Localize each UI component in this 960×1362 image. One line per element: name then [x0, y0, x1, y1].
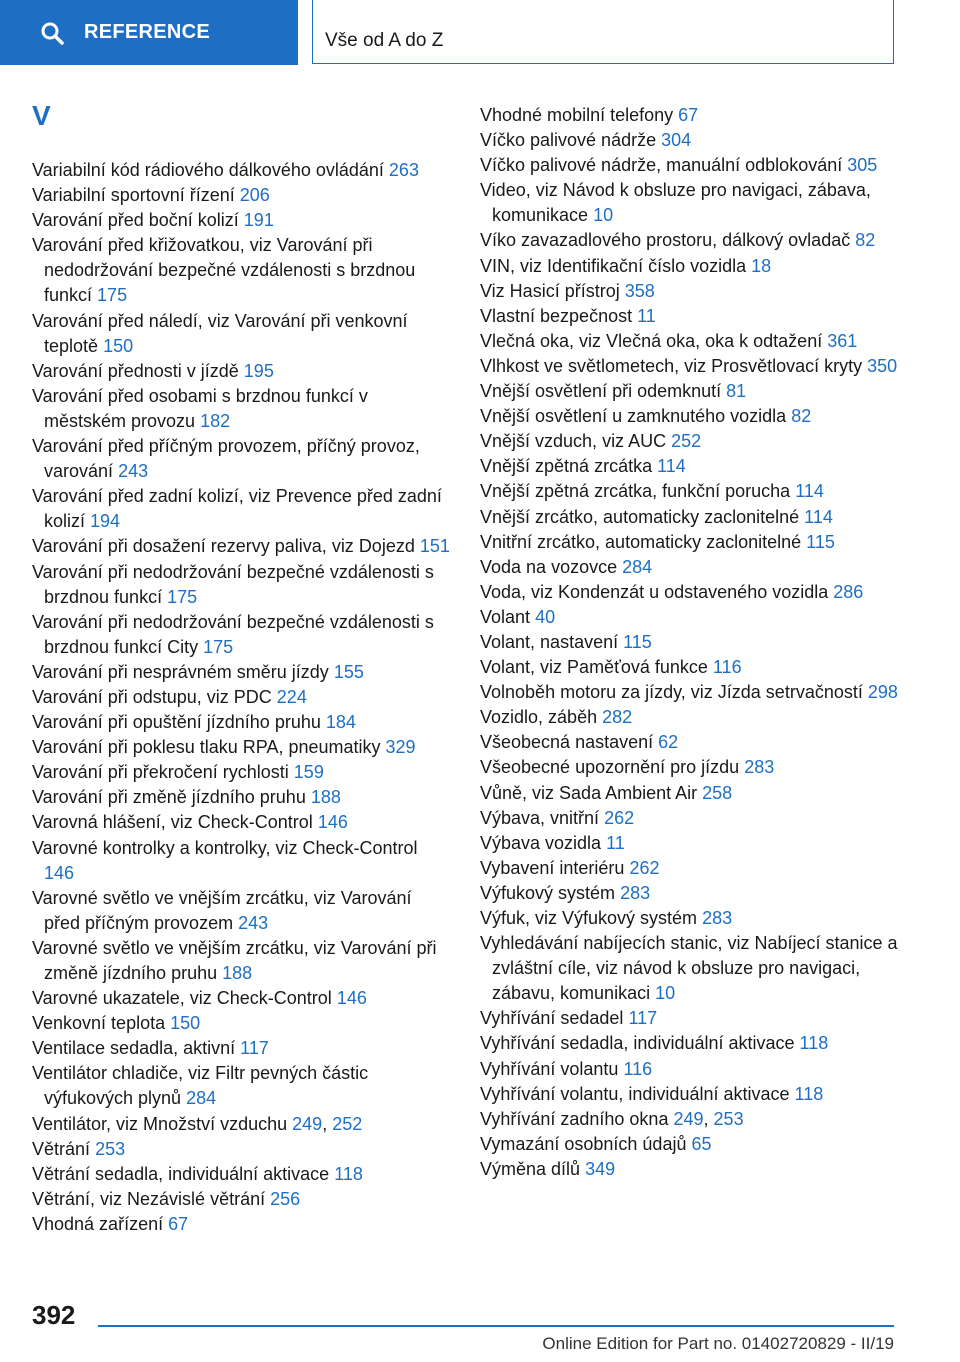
page-link[interactable]: 283	[744, 757, 775, 778]
index-entry-text: Varovné světlo ve vnějším zrcátku, viz Varování před příčným provozem	[32, 887, 412, 933]
page-link[interactable]: 262	[604, 807, 635, 828]
index-entry	[480, 404, 900, 429]
index-entry	[480, 128, 900, 153]
index-entry-text: Vnější zpětná zrcátka	[480, 456, 653, 477]
index-entry	[480, 580, 900, 605]
index-entry-text: Varování při nesprávném směru jízdy	[32, 661, 329, 682]
page-link[interactable]: 284	[186, 1088, 217, 1109]
index-entry-text: Vlečná oka, viz Vlečná oka, oka k odtažení	[480, 330, 823, 351]
page-link[interactable]: 175	[167, 586, 198, 607]
index-entry	[32, 359, 452, 384]
index-entry	[32, 660, 452, 685]
index-entry	[32, 785, 452, 810]
page-link[interactable]: 118	[334, 1163, 363, 1184]
index-entry	[480, 429, 900, 454]
index-entry-text: Výbava vozidla	[480, 832, 602, 853]
page-link[interactable]: 11	[637, 305, 656, 326]
page-link[interactable]: 175	[97, 285, 128, 306]
index-entry-text: Varování při změně jízdního pruhu	[32, 787, 306, 808]
page-link[interactable]: 188	[310, 787, 341, 808]
page-link[interactable]: 282	[602, 707, 633, 728]
reference-tab-label: REFERENCE	[84, 21, 211, 43]
index-entry	[480, 605, 900, 630]
index-entry	[32, 1036, 452, 1061]
page-link[interactable]: 117	[628, 1008, 658, 1029]
index-column-left	[32, 158, 452, 1237]
index-entry	[32, 208, 452, 233]
index-entry-text: Vnitřní zrcátko, automaticky zaclonitelné	[480, 531, 802, 552]
index-entry	[480, 881, 900, 906]
index-entry	[32, 560, 452, 610]
page-link[interactable]: 159	[293, 762, 324, 783]
index-entry: Vyhřívání zadního okna 249, 253	[480, 1108, 744, 1129]
index-entry	[480, 228, 900, 253]
index-entry	[480, 1057, 900, 1082]
index-entry-text: Venkovní teplota	[32, 1013, 166, 1034]
page-link[interactable]: 329	[385, 737, 416, 758]
index-entry-text: Viz Hasicí přístroj	[480, 280, 620, 301]
page-link[interactable]: 283	[702, 908, 733, 928]
index-entry	[32, 735, 452, 760]
index-entry-text: Vyhledávání nabíjecích stanic, viz Nabíjecí stanice a zvláštní cíle, viz návod k obsluze pro navigaci, zábavu, komunikaci	[480, 933, 898, 1004]
index-entry-text: Vnější zrcátko, automaticky zaclonitelné	[480, 506, 800, 527]
index-entry-text: Varování před náledí, viz Varování při venkovní teplotě	[32, 310, 408, 356]
index-entry	[32, 1187, 452, 1212]
index-entry-text: Voda na vozovce	[480, 556, 618, 577]
index-entry	[480, 505, 900, 530]
index-entry	[480, 806, 900, 831]
index-entry-text: Víčko palivové nádrže, manuální odblokování	[480, 155, 843, 176]
index-entry-text: Volant, viz Paměťová funkce	[480, 657, 708, 678]
index-entry	[480, 153, 900, 178]
index-entry	[480, 1082, 900, 1107]
page-link[interactable]: 150	[170, 1013, 201, 1034]
index-entry	[32, 484, 452, 534]
index-entry-text: Všeobecné upozornění pro jízdu	[480, 757, 740, 778]
page-link[interactable]: 118	[794, 1083, 824, 1104]
index-entry	[480, 856, 900, 881]
reference-tab[interactable]	[0, 0, 298, 65]
page-link[interactable]: 349	[585, 1158, 616, 1179]
index-entry-text: Vymazání osobních údajů	[480, 1133, 687, 1154]
page-link[interactable]: 194	[90, 511, 121, 532]
page-link[interactable]: 151	[419, 536, 450, 557]
index-entry	[480, 304, 900, 329]
index-entry-text: Varování při opuštění jízdního pruhu	[32, 712, 321, 733]
page-link[interactable]: 182	[200, 410, 231, 431]
index-entry-text: Výfuk, viz Výfukový systém	[480, 908, 698, 928]
index-entry-text: Všeobecná nastavení	[480, 732, 654, 753]
index-entry-text: Varovné kontrolky a kontrolky, viz Check-Control	[32, 837, 418, 858]
page-link[interactable]: 18	[751, 255, 772, 276]
index-entry	[32, 610, 452, 660]
index-entry	[32, 309, 452, 359]
index-entry-text: Víčko palivové nádrže	[480, 130, 657, 151]
index-entry-text: Varování před boční kolizí	[32, 210, 239, 231]
index-entry-text: Varování při odstupu, viz PDC	[32, 686, 272, 707]
page-link[interactable]: 358	[624, 280, 655, 301]
index-entry-text: Volant	[480, 606, 531, 627]
index-entry	[32, 1011, 452, 1036]
page-link[interactable]: 82	[855, 230, 876, 251]
index-entry-text: Vybavení interiéru	[480, 857, 625, 878]
page-link[interactable]: 117	[240, 1038, 269, 1059]
index-entry	[480, 906, 900, 931]
page-link[interactable]: 114	[804, 506, 833, 527]
index-entry	[480, 530, 900, 555]
index-entry	[480, 755, 900, 780]
page-link[interactable]: 249	[673, 1108, 704, 1129]
index-entry	[480, 254, 900, 279]
page-link[interactable]: 298	[867, 682, 898, 703]
page-link[interactable]: 304	[661, 130, 692, 151]
page-link[interactable]: 249	[292, 1113, 323, 1134]
page-number: 392	[32, 1300, 76, 1330]
index-entry	[32, 1212, 452, 1237]
index-entry-text: Výměna dílů	[480, 1158, 581, 1179]
index-entry-text: Vlhkost ve světlometech, viz Prosvětlovací kryty	[480, 355, 863, 376]
index-entry: Ventilátor, viz Množství vzduchu 249, 252	[32, 1113, 363, 1134]
page-link[interactable]: 191	[243, 210, 274, 231]
index-entry-text: Varování při nedodržování bezpečné vzdálenosti s brzdnou funkcí City	[32, 611, 434, 657]
page-link[interactable]: 116	[712, 657, 742, 678]
index-entry-text: Variabilní kód rádiového dálkového ovládání	[32, 160, 384, 180]
index-entry-text: Varování při dosažení rezervy paliva, viz Dojezd	[32, 536, 415, 557]
index-entry-text: Varovné ukazatele, viz Check-Control	[32, 988, 332, 1009]
index-entry-text: Varování při překročení rychlosti	[32, 762, 289, 783]
index-entry-text: Vnější osvětlení u zamknutého vozidla	[480, 406, 787, 427]
page-link[interactable]: 253	[95, 1138, 126, 1159]
index-entry-text: Varování před zadní kolizí, viz Prevence před zadní kolizí	[32, 486, 442, 532]
index-entry	[480, 1031, 900, 1056]
index-entry-text: Video, viz Návod k obsluze pro navigaci, zábava, komunikace	[480, 180, 871, 226]
page-link[interactable]: 146	[336, 988, 367, 1009]
index-entry-text: Vhodná zařízení	[32, 1213, 164, 1234]
index-entry	[32, 760, 452, 785]
index-entry	[32, 685, 452, 710]
page-link[interactable]: 115	[623, 631, 652, 652]
index-entry	[32, 158, 452, 183]
page-link[interactable]: 188	[222, 963, 253, 983]
index-entry	[32, 986, 452, 1011]
index-entry-text: Varovná hlášení, viz Check-Control	[32, 812, 313, 833]
index-entry-text: Výfukový systém	[480, 882, 616, 903]
index-entry-text: Varování přednosti v jízdě	[32, 360, 239, 381]
page-link[interactable]: 252	[332, 1113, 363, 1134]
index-entry	[480, 555, 900, 580]
page-link[interactable]: 40	[535, 606, 556, 627]
index-entry-text: Vnější zpětná zrcátka, funkční porucha	[480, 481, 791, 502]
chapter-title-text: Vše od A do Z	[325, 30, 444, 51]
page-link[interactable]: 184	[325, 712, 356, 733]
chapter-title	[312, 0, 894, 64]
page-link[interactable]: 305	[847, 155, 878, 176]
index-entry-text: Ventilátor, viz Množství vzduchu	[32, 1113, 288, 1134]
index-entry-text: Varování při poklesu tlaku RPA, pneumatiky	[32, 737, 381, 758]
index-entry-text: Ventilace sedadla, aktivní	[32, 1038, 236, 1059]
index-entry	[32, 836, 452, 886]
page-link[interactable]: 224	[276, 686, 307, 707]
index-entry-text: Varování před osobami s brzdnou funkcí v městském provozu	[32, 385, 368, 431]
page-link[interactable]: 206	[239, 185, 270, 206]
page-link[interactable]: 82	[791, 406, 812, 427]
index-entry-text: Vyhřívání sedadel	[480, 1008, 624, 1029]
index-entry-text: Varování při nedodržování bezpečné vzdálenosti s brzdnou funkcí	[32, 561, 434, 607]
page-link[interactable]: 262	[629, 857, 660, 878]
index-entry	[480, 1006, 900, 1031]
page-link[interactable]: 11	[606, 832, 625, 853]
index-entry-text: Výbava, vnitřní	[480, 807, 600, 828]
index-entry	[480, 680, 900, 705]
index-entry	[32, 183, 452, 208]
page-link[interactable]: 116	[623, 1058, 653, 1079]
index-entry-text: Větrání sedadla, individuální aktivace	[32, 1163, 330, 1184]
page-link[interactable]: 146	[44, 862, 75, 883]
page-link[interactable]: 243	[238, 912, 269, 933]
page-link[interactable]: 146	[317, 812, 348, 833]
index-entry	[32, 1162, 452, 1187]
index-entry	[32, 384, 452, 434]
page-link[interactable]: 195	[243, 360, 274, 381]
page-link[interactable]: 286	[833, 581, 864, 602]
page-link[interactable]: 81	[726, 381, 747, 402]
page-link[interactable]: 67	[168, 1213, 189, 1234]
page-link[interactable]: 62	[658, 732, 679, 753]
index-entry	[480, 655, 900, 680]
page-link[interactable]: 263	[388, 160, 419, 180]
index-entry	[32, 434, 452, 484]
index-entry	[480, 329, 900, 354]
index-entry-text: Volnoběh motoru za jízdy, viz Jízda setrvačností	[480, 682, 863, 703]
page-link[interactable]: 67	[678, 105, 699, 125]
index-entry-text: VIN, viz Identifikační číslo vozidla	[480, 255, 747, 276]
index-entry	[32, 233, 452, 308]
index-entry	[480, 454, 900, 479]
index-entry	[32, 936, 452, 986]
index-entry	[480, 1157, 900, 1182]
index-entry-text: Větrání, viz Nezávislé větrání	[32, 1188, 266, 1209]
index-entry-text: Volant, nastavení	[480, 631, 619, 652]
index-section-letter: V	[32, 100, 51, 131]
index-entry	[480, 1132, 900, 1157]
search-icon	[40, 21, 64, 45]
page-link[interactable]: 150	[103, 335, 134, 356]
page-link[interactable]: 65	[691, 1133, 712, 1154]
index-entry	[480, 781, 900, 806]
page-link[interactable]: 175	[203, 636, 234, 657]
page-link[interactable]: 361	[827, 330, 858, 351]
page-link[interactable]: 10	[593, 205, 614, 226]
index-entry	[32, 534, 452, 559]
index-entry-text: Vnější osvětlení při odemknutí	[480, 381, 722, 402]
index-entry	[480, 379, 900, 404]
index-entry	[32, 810, 452, 835]
page-link[interactable]: 256	[270, 1188, 301, 1209]
index-entry	[480, 730, 900, 755]
index-entry-text: Variabilní sportovní řízení	[32, 185, 235, 206]
index-entry	[480, 479, 900, 504]
page-link[interactable]: 243	[118, 461, 149, 482]
edition-footer: Online Edition for Part no. 01402720829 - II/19	[542, 1334, 894, 1353]
index-entry	[480, 279, 900, 304]
index-entry-text: Voda, viz Kondenzát u odstaveného vozidla	[480, 581, 829, 602]
index-entry	[480, 931, 900, 1006]
index-entry-text: Varování před křižovatkou, viz Varování při nedodržování bezpečné vzdálenosti s brzdnou funkcí	[32, 235, 416, 306]
page-link[interactable]: 114	[795, 481, 824, 502]
page-link[interactable]: 114	[657, 456, 686, 477]
page-link[interactable]: 252	[671, 431, 702, 452]
index-entry	[480, 705, 900, 730]
index-entry	[32, 710, 452, 735]
index-entry-text: Víko zavazadlového prostoru, dálkový ovladač	[480, 230, 851, 251]
index-entry	[480, 178, 900, 228]
page-link[interactable]: 155	[333, 661, 364, 682]
index-entry	[480, 103, 900, 128]
page-link[interactable]: 115	[806, 531, 835, 552]
page-link[interactable]: 10	[655, 983, 676, 1004]
index-entry-text: Vyhřívání volantu	[480, 1058, 619, 1079]
index-entry-text: Vnější vzduch, viz AUC	[480, 431, 667, 452]
page-link[interactable]: 283	[620, 882, 651, 903]
page-link[interactable]: 253	[713, 1108, 744, 1129]
index-entry-text: Vyhřívání volantu, individuální aktivace	[480, 1083, 790, 1104]
index-entry	[480, 831, 900, 856]
index-entry-text: Vozidlo, záběh	[480, 707, 598, 728]
index-entry-text: Větrání	[32, 1138, 91, 1159]
index-entry	[32, 1061, 452, 1111]
index-entry	[32, 1137, 452, 1162]
index-entry-text: Vyhřívání sedadla, individuální aktivace	[480, 1033, 795, 1054]
index-entry-text: Vhodné mobilní telefony	[480, 105, 674, 125]
index-entry-text: Varování před příčným provozem, příčný provoz, varování	[32, 436, 420, 482]
footer-divider	[98, 1325, 894, 1327]
index-entry-text: Vůně, viz Sada Ambient Air	[480, 782, 698, 803]
index-entry-text: Vlastní bezpečnost	[480, 305, 633, 326]
index-entry	[480, 354, 900, 379]
index-entry-text: Varovné světlo ve vnějším zrcátku, viz Varování při změně jízdního pruhu	[32, 937, 437, 983]
index-entry	[480, 630, 900, 655]
index-entry-text: Ventilátor chladiče, viz Filtr pevných částic výfukových plynů	[32, 1063, 369, 1109]
page-link[interactable]: 350	[867, 355, 898, 376]
index-column-right	[480, 103, 900, 1182]
index-entry	[32, 886, 452, 936]
page-link[interactable]: 258	[702, 782, 733, 803]
page-link[interactable]: 118	[799, 1033, 829, 1054]
index-entry-text: Vyhřívání zadního okna	[480, 1108, 669, 1129]
page-link[interactable]: 284	[622, 556, 653, 577]
